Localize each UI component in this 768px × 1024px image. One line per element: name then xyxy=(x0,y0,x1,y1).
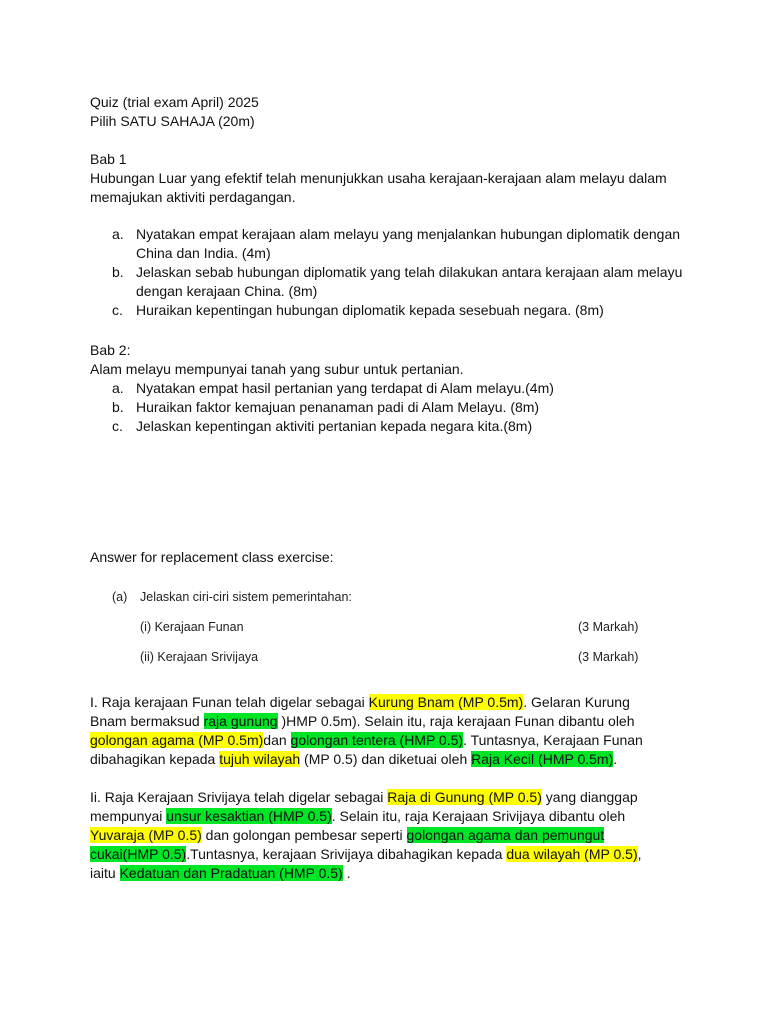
bab1-question-a xyxy=(90,225,690,263)
highlight-yellow: dua wilayah (MP 0.5) xyxy=(506,846,638,862)
bab1-question-c xyxy=(90,301,690,320)
bab1-heading: Bab 1 xyxy=(90,151,127,167)
highlight-yellow: tujuh wilayah xyxy=(219,751,301,767)
bab1-question-b xyxy=(90,263,690,301)
highlight-green: unsur kesaktian (HMP 0.5) xyxy=(166,808,332,824)
answer-text: I. Raja kerajaan Funan telah digelar sebagai xyxy=(90,694,369,710)
answer-text: . xyxy=(342,865,351,881)
question-text: Nyatakan empat hasil pertanian yang terdapat di Alam melayu.(4m) xyxy=(136,380,554,396)
answer-text: dan golongan pembesar seperti xyxy=(201,827,407,843)
question-letter: a. xyxy=(112,380,124,396)
highlight-yellow: Yuvaraja (MP 0.5) xyxy=(90,827,202,843)
highlight-green: raja gunung xyxy=(203,713,278,729)
exercise-item-marks: (3 Markah) xyxy=(578,620,639,634)
question-letter: b. xyxy=(112,264,124,280)
exercise-item-text: (ii) Kerajaan Srivijaya xyxy=(140,650,259,664)
exercise-question xyxy=(90,589,690,605)
bab2-question-c xyxy=(90,417,690,436)
quiz-instruction: Pilih SATU SAHAJA (20m) xyxy=(90,113,255,129)
question-letter: c. xyxy=(112,418,123,434)
answer-paragraph-srivijaya xyxy=(90,788,665,883)
question-text: dengan kerajaan China. (8m) xyxy=(136,283,318,299)
answer-text: yang dianggap mempunyai xyxy=(90,789,638,824)
question-text: China dan India. (4m) xyxy=(136,245,271,261)
answers-heading: Answer for replacement class exercise: xyxy=(90,549,334,565)
answer-text: . Selain itu, raja Kerajaan Srivijaya dibantu oleh xyxy=(331,808,626,824)
question-text: Huraikan faktor kemajuan penanaman padi di Alam Melayu. (8m) xyxy=(136,399,540,415)
answer-text: )HMP 0.5m). Selain itu, raja kerajaan Funan dibantu oleh xyxy=(277,713,635,729)
highlight-green: golongan agama dan pemungut cukai(HMP 0.5) xyxy=(90,827,605,862)
answer-text: . xyxy=(613,751,618,767)
exercise-item-srivijaya xyxy=(90,649,690,665)
question-text: Jelaskan kepentingan aktiviti pertanian kepada negara kita.(8m) xyxy=(136,418,533,434)
answer-text: , iaitu xyxy=(90,846,642,881)
question-text: Jelaskan sebab hubungan diplomatik yang telah dilakukan antara kerajaan alam melayu xyxy=(136,264,683,280)
quiz-title: Quiz (trial exam April) 2025 xyxy=(90,94,259,110)
exercise-image xyxy=(90,589,690,665)
bab2-question-a xyxy=(90,379,690,398)
bab2-question-b xyxy=(90,398,690,417)
bab1-intro-line2: memajukan aktiviti perdagangan. xyxy=(90,189,296,205)
exercise-label: (a) xyxy=(112,590,128,604)
answer-text: Ii. Raja Kerajaan Srivijaya telah digelar sebagai xyxy=(90,789,388,805)
highlight-green: golongan tentera (HMP 0.5) xyxy=(290,732,464,748)
question-letter: b. xyxy=(112,399,124,415)
answer-text: . Gelaran Kurung Bnam bermaksud xyxy=(90,694,630,729)
answer-text: . Tuntasnya, Kerajaan Funan dibahagikan kepada xyxy=(90,732,643,767)
answer-text: dan xyxy=(263,732,291,748)
answer-paragraph-funan xyxy=(90,693,665,769)
bab2-heading: Bab 2: xyxy=(90,342,131,358)
answer-text: .Tuntasnya, kerajaan Srivijaya dibahagikan kepada xyxy=(186,846,507,862)
question-letter: a. xyxy=(112,226,124,242)
answer-text: (MP 0.5) dan diketuai oleh xyxy=(300,751,472,767)
document-page xyxy=(90,93,690,883)
bab1-intro-line1: Hubungan Luar yang efektif telah menunjukkan usaha kerajaan-kerajaan alam melayu dalam xyxy=(90,170,667,186)
exercise-item-funan xyxy=(90,619,690,635)
bab2-question-list xyxy=(90,379,690,436)
highlight-green: Raja Kecil (HMP 0.5m) xyxy=(471,751,614,767)
exercise-item-marks: (3 Markah) xyxy=(578,650,639,664)
highlight-yellow: Kurung Bnam (MP 0.5m) xyxy=(368,694,524,710)
highlight-yellow: Raja di Gunung (MP 0.5) xyxy=(387,789,542,805)
bab2-intro: Alam melayu mempunyai tanah yang subur untuk pertanian. xyxy=(90,361,464,377)
question-text: Nyatakan empat kerajaan alam melayu yang menjalankan hubungan diplomatik dengan xyxy=(136,226,681,242)
highlight-yellow: golongan agama (MP 0.5m) xyxy=(90,732,264,748)
highlight-green: Kedatuan dan Pradatuan (HMP 0.5) xyxy=(119,865,343,881)
question-letter: c. xyxy=(112,302,123,318)
exercise-text: Jelaskan ciri-ciri sistem pemerintahan: xyxy=(140,590,352,604)
exercise-item-text: (i) Kerajaan Funan xyxy=(140,620,244,634)
bab1-question-list xyxy=(90,225,690,320)
question-text: Huraikan kepentingan hubungan diplomatik kepada sesebuah negara. (8m) xyxy=(136,302,604,318)
